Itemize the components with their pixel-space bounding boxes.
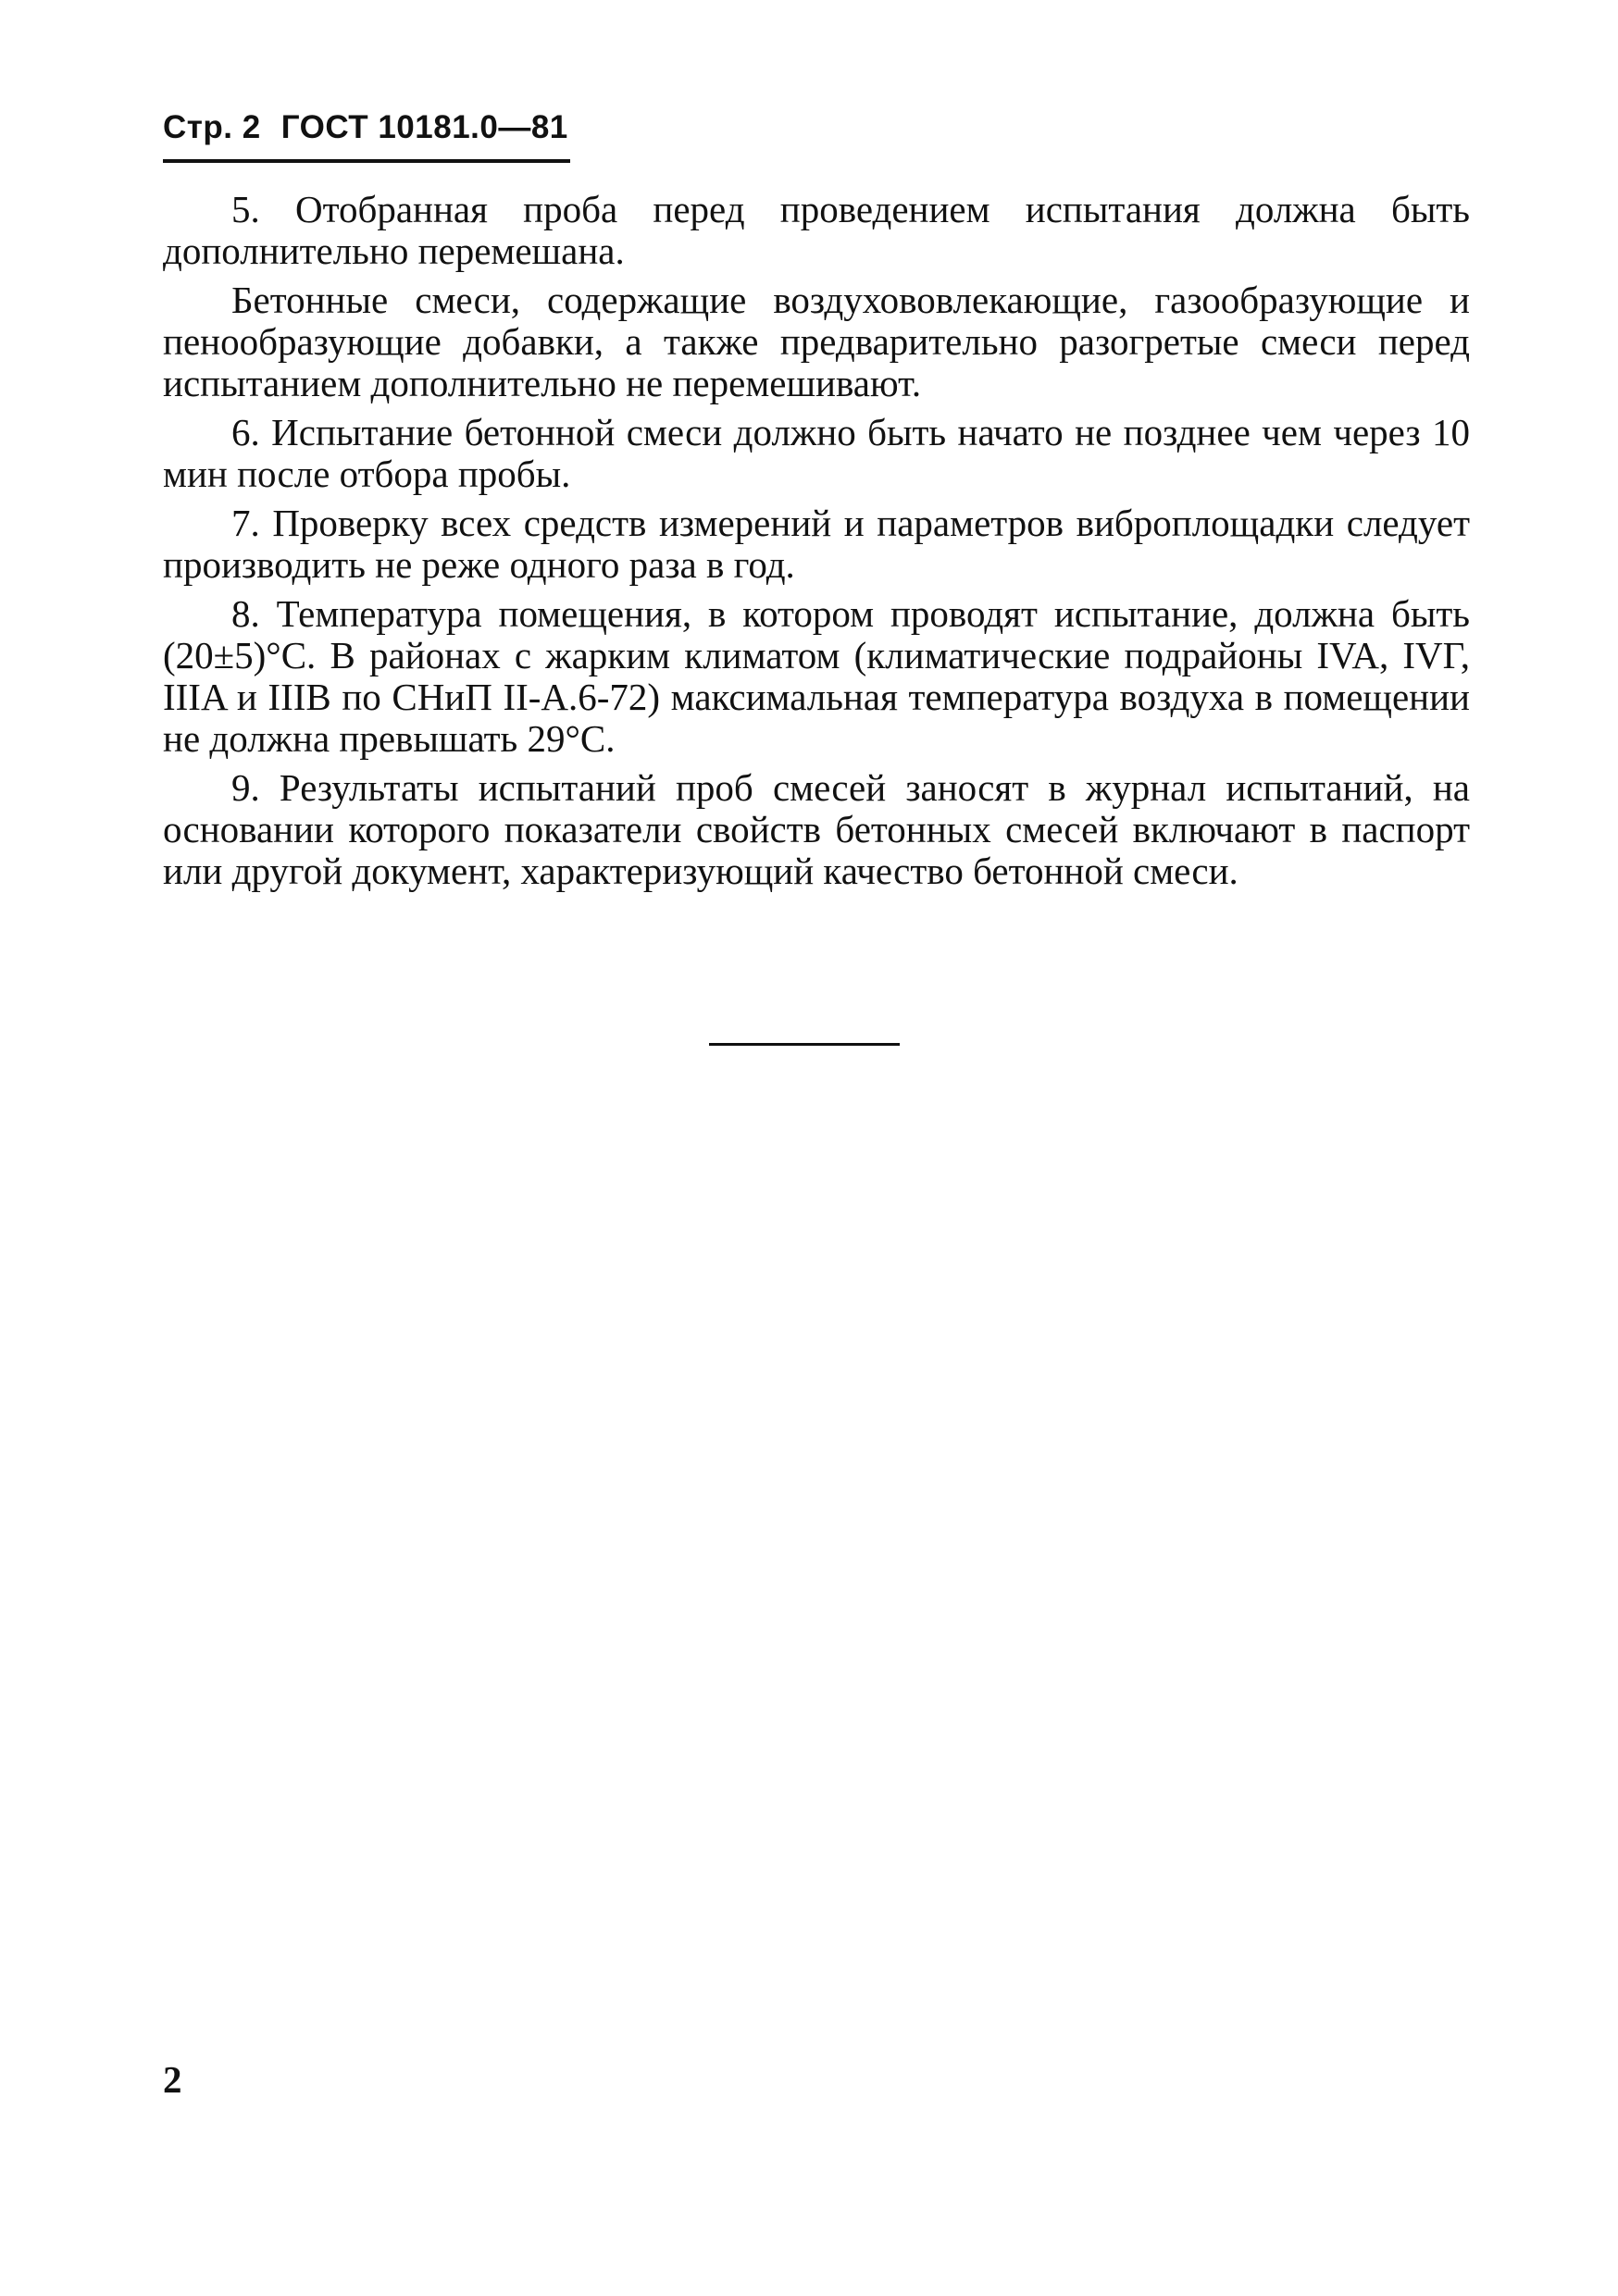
document-body [163,189,1470,900]
header-rule [163,159,570,163]
running-header [163,109,568,146]
paragraph-9: 9. Результаты испытаний проб смесей заносят в журнал испытаний, на основании которого показатели свойств бетонных смесей включают в паспорт или другой документ, характеризующий качество бетонной смеси. [163,766,1470,892]
section-end-rule [709,1043,900,1046]
paragraph-5-continued: Бетонные смеси, содержащие воздухововлекающие, газообразующие и пенообразующие добавки, а также предварительно разогретые смеси перед испытанием дополнительно не перемешивают. [163,279,1470,404]
paragraph-6: 6. Испытание бетонной смеси должно быть начато не позднее чем через 10 мин после отбора пробы. [163,411,1470,495]
standard-number: ГОСТ 10181.0—81 [280,109,568,145]
paragraph-7: 7. Проверку всех средств измерений и параметров виброплощадки следует производить не реже одного раза в год. [163,502,1470,586]
paragraph-8: 8. Температура помещения, в котором проводят испытание, должна быть (20±5)°С. В районах с жарким климатом (климатические подрайоны IVA, IVГ, IIIA и IIIB по СНиП II-A.6-72) максимальная температура воздуха в помещении не должна превышать 29°С. [163,592,1470,760]
page-number: 2 [163,2058,182,2101]
page-label: Стр. 2 [163,109,261,145]
paragraph-5: 5. Отобранная проба перед проведением испытания должна быть дополнительно перемешана. [163,188,1470,272]
